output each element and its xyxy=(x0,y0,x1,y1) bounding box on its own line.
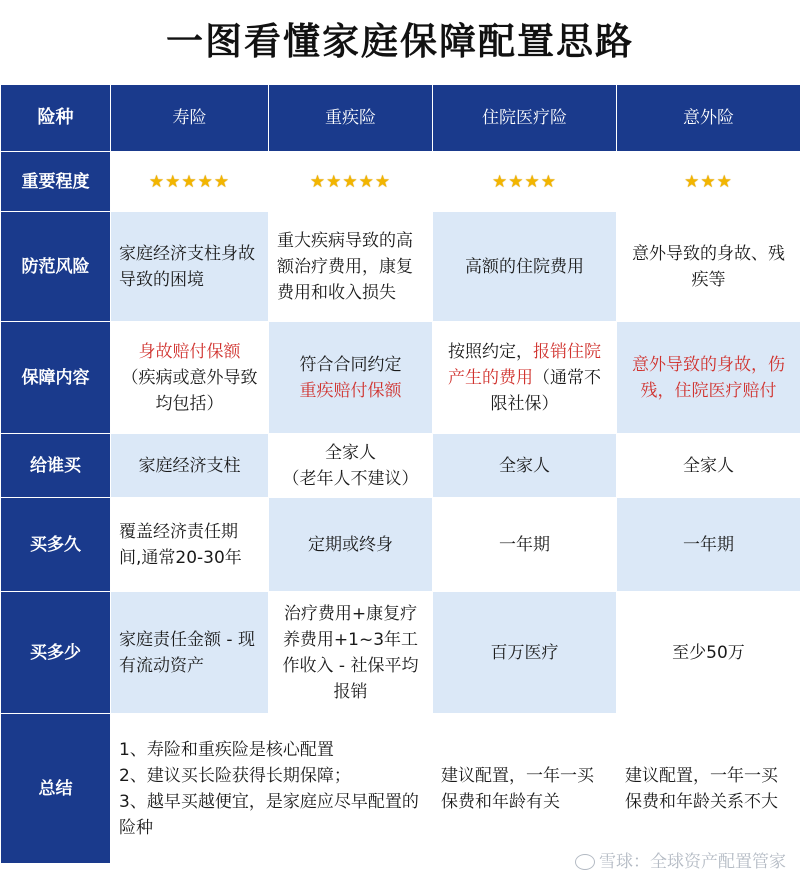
cell-ci-amount: 治疗费用+康复疗养费用+1~3年工作收入 - 社保平均报销 xyxy=(269,592,433,714)
star-rating-icon: ★★★★★ xyxy=(269,152,433,212)
col-header-critical-illness: 重疾险 xyxy=(269,85,433,152)
cell-med-term: 一年期 xyxy=(433,498,617,592)
life-coverage-highlight: 身故赔付保额 xyxy=(138,341,241,362)
col-header-accident: 意外险 xyxy=(617,85,800,152)
table-row xyxy=(1,592,800,714)
med-coverage-highlight: 报销住院产生的费用 xyxy=(448,341,601,388)
cell-ci-who xyxy=(269,434,433,498)
cell-acc-who: 全家人 xyxy=(617,434,800,498)
row-label-who: 给谁买 xyxy=(1,434,111,498)
ci-who-note: （老年人不建议） xyxy=(282,468,419,489)
life-coverage-note: （疾病或意外导致均包括） xyxy=(121,367,258,414)
cell-life-term: 覆盖经济责任期间,通常20-30年 xyxy=(111,498,269,592)
star-rating-icon: ★★★★ xyxy=(433,152,617,212)
row-label-term: 买多久 xyxy=(1,498,111,592)
cell-med-risk: 高额的住院费用 xyxy=(433,212,617,322)
ci-coverage-prefix: 符合合同约定 xyxy=(299,354,402,375)
row-label-coverage: 保障内容 xyxy=(1,322,111,434)
cell-acc-summary: 建议配置，一年一买保费和年龄关系不大 xyxy=(617,714,800,864)
cell-acc-term: 一年期 xyxy=(617,498,800,592)
summary-line: 2、建议买长险获得长期保障； xyxy=(119,765,351,786)
ci-coverage-highlight: 重疾赔付保额 xyxy=(299,380,402,401)
row-label-risk: 防范风险 xyxy=(1,212,111,322)
cell-ci-coverage xyxy=(269,322,433,434)
table-row xyxy=(1,322,800,434)
med-coverage-note: （通常不限社保） xyxy=(490,367,601,414)
insurance-comparison-table xyxy=(0,84,800,864)
row-label-summary: 总结 xyxy=(1,714,111,864)
cell-life-amount: 家庭责任金额 - 现有流动资产 xyxy=(111,592,269,714)
summary-line: 1、寿险和重疾险是核心配置 xyxy=(119,739,334,760)
summary-line: 3、越早买越便宜，是家庭应尽早配置的险种 xyxy=(119,791,419,838)
cell-life-who: 家庭经济支柱 xyxy=(111,434,269,498)
ci-who-main: 全家人 xyxy=(325,442,376,463)
table-header-row xyxy=(1,85,800,152)
cell-life-risk: 家庭经济支柱身故导致的困境 xyxy=(111,212,269,322)
row-label-importance: 重要程度 xyxy=(1,152,111,212)
cell-med-who: 全家人 xyxy=(433,434,617,498)
star-rating-icon: ★★★ xyxy=(617,152,800,212)
table-row xyxy=(1,152,800,212)
med-coverage-prefix: 按照约定， xyxy=(448,341,533,362)
cell-summary-core xyxy=(111,714,433,864)
table-row xyxy=(1,714,800,864)
cell-med-amount: 百万医疗 xyxy=(433,592,617,714)
watermark xyxy=(575,847,786,872)
cell-acc-amount: 至少50万 xyxy=(617,592,800,714)
header-corner: 险种 xyxy=(1,85,111,152)
cell-acc-coverage: 意外导致的身故，伤残，住院医疗赔付 xyxy=(617,322,800,434)
cell-med-summary: 建议配置，一年一买保费和年龄有关 xyxy=(433,714,617,864)
cell-ci-risk: 重大疾病导致的高额治疗费用，康复费用和收入损失 xyxy=(269,212,433,322)
table-row xyxy=(1,212,800,322)
row-label-amount: 买多少 xyxy=(1,592,111,714)
col-header-medical: 住院医疗险 xyxy=(433,85,617,152)
cell-acc-risk: 意外导致的身故、残疾等 xyxy=(617,212,800,322)
col-header-life: 寿险 xyxy=(111,85,269,152)
watermark-text: 雪球：全球资产配置管家 xyxy=(599,852,786,872)
cell-med-coverage xyxy=(433,322,617,434)
table-row xyxy=(1,498,800,592)
cell-ci-term: 定期或终身 xyxy=(269,498,433,592)
table-row xyxy=(1,434,800,498)
page-title: 一图看懂家庭保障配置思路 xyxy=(166,20,634,63)
star-rating-icon: ★★★★★ xyxy=(111,152,269,212)
snowball-logo-icon xyxy=(575,854,595,870)
cell-life-coverage xyxy=(111,322,269,434)
